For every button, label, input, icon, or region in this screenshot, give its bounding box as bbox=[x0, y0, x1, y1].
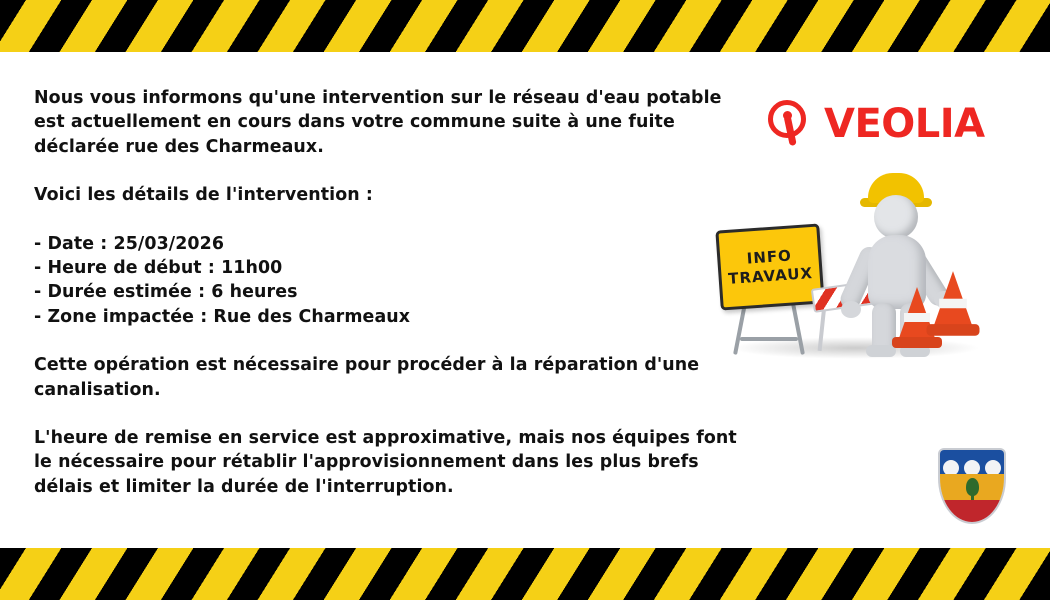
shield-chief-blue bbox=[940, 450, 1004, 474]
detail-duration: - Durée estimée : 6 heures bbox=[34, 282, 298, 303]
sign-leg-crossbar bbox=[740, 337, 798, 341]
commune-coat-of-arms bbox=[938, 448, 1006, 524]
traffic-cone-right bbox=[927, 271, 980, 337]
hazard-stripe-bottom bbox=[0, 548, 1050, 600]
sign-line-2: TRAVAUX bbox=[727, 264, 814, 288]
veolia-wordmark: VEOLIA bbox=[824, 101, 985, 147]
veolia-drop-icon bbox=[768, 100, 814, 148]
shield-charge-icon bbox=[966, 478, 979, 496]
reason-paragraph: Cette opération est nécessaire pour procéder à la réparation d'une canalisation. bbox=[34, 355, 700, 400]
roadworks-illustration bbox=[700, 165, 1000, 380]
details-heading: Voici les détails de l'intervention : bbox=[34, 185, 373, 206]
worker-head bbox=[874, 195, 918, 239]
detail-zone: - Zone impactée : Rue des Charmeaux bbox=[34, 306, 411, 327]
intervention-details-list bbox=[34, 232, 754, 330]
notice-text-block bbox=[34, 86, 754, 523]
shield-base-red bbox=[940, 500, 1004, 522]
intro-paragraph: Nous vous informons qu'une intervention sur le réseau d'eau potable est actuellement en cours dans votre commune suite à une fuite déclarée rue des Charmeaux. bbox=[34, 88, 722, 157]
sign-line-1: INFO bbox=[746, 246, 793, 268]
hazard-stripe-top bbox=[0, 0, 1050, 52]
detail-date: - Date : 25/03/2026 bbox=[34, 233, 225, 254]
worker-hand-left bbox=[841, 301, 861, 318]
veolia-logo bbox=[768, 96, 998, 152]
shield-shape bbox=[938, 448, 1006, 524]
detail-start-time: - Heure de début : 11h00 bbox=[34, 258, 283, 279]
info-travaux-sign bbox=[715, 223, 824, 310]
closing-paragraph: L'heure de remise en service est approximative, mais nos équipes font le nécessaire pour rétablir l'approvisionnement dans les plus brefs délais et limiter la durée de l'interruption. bbox=[34, 428, 737, 497]
